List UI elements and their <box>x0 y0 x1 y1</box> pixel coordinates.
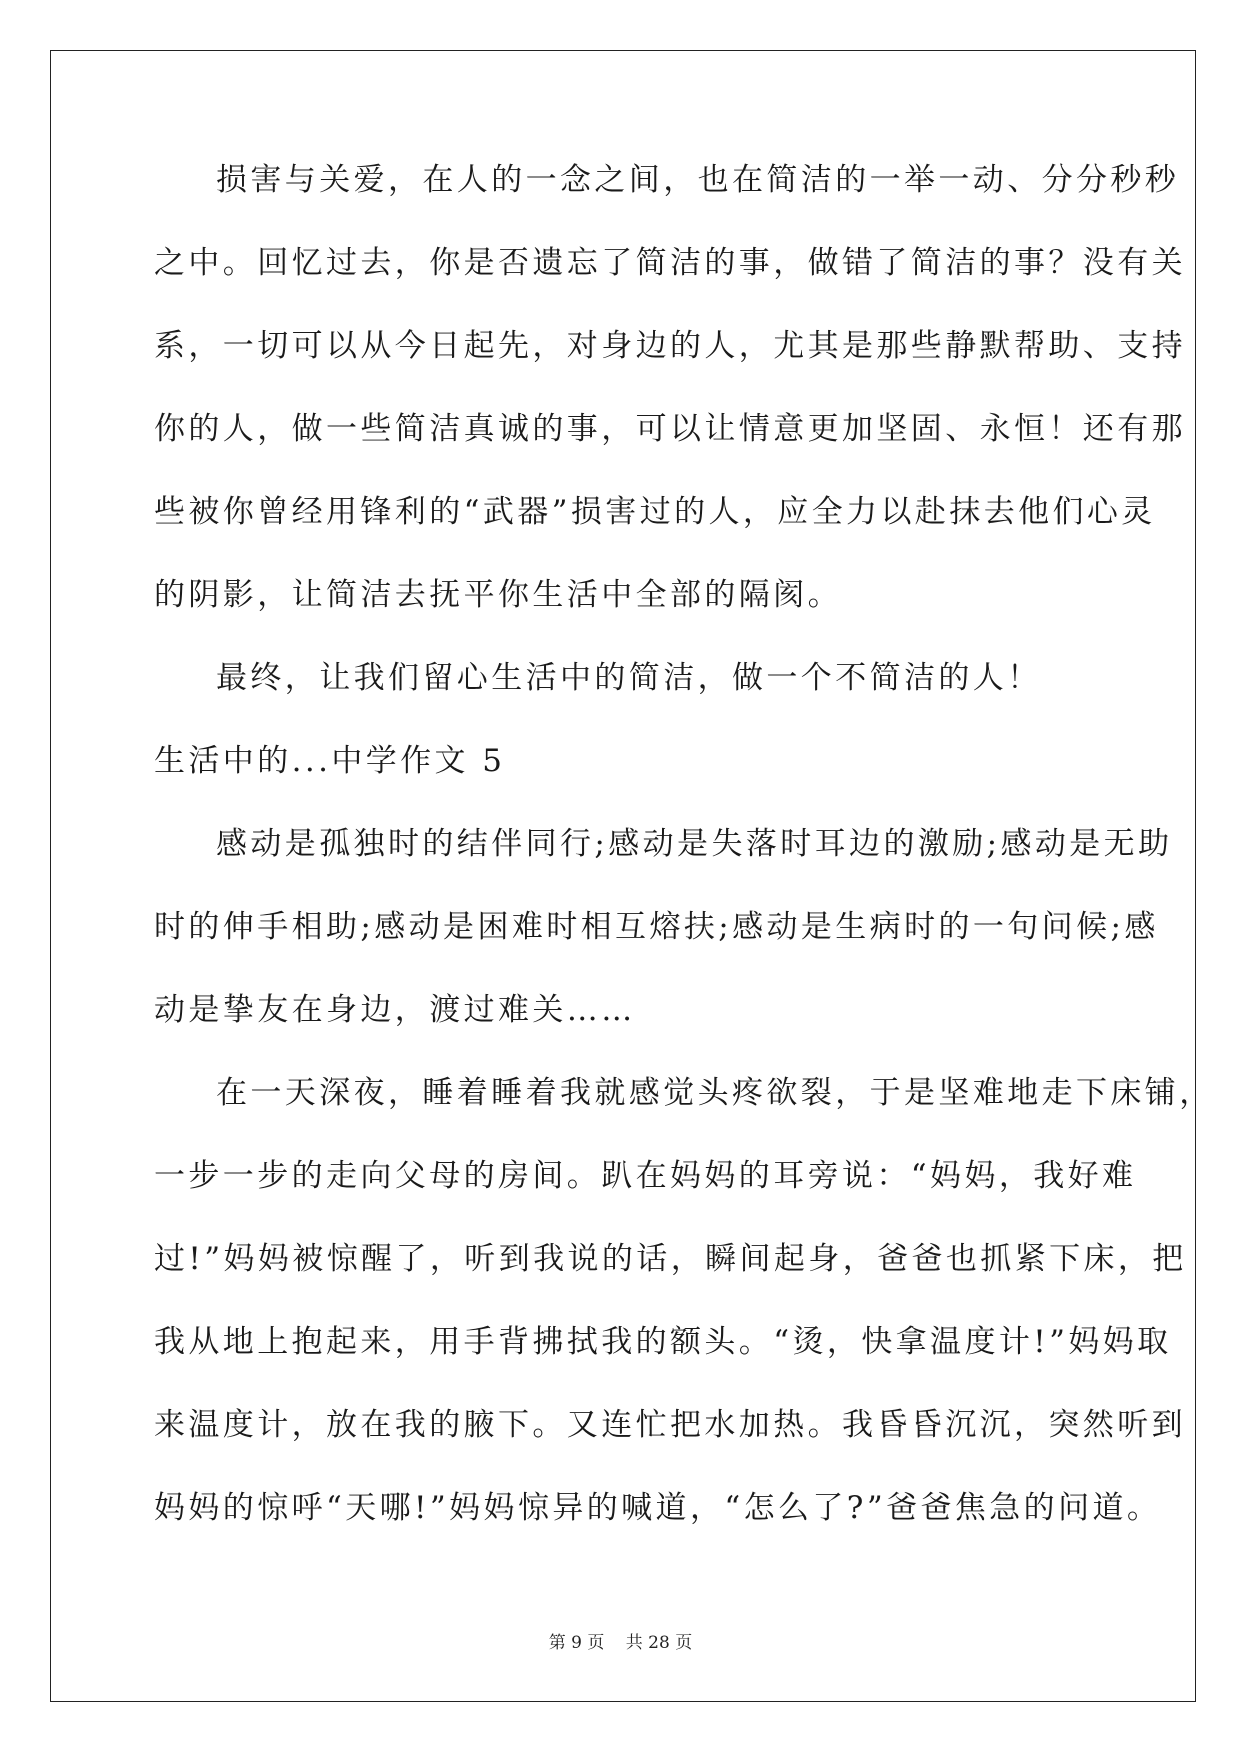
text-line: 之中。回忆过去，你是否遗忘了简洁的事，做错了简洁的事？没有关 <box>154 245 1186 281</box>
page-footer <box>0 1628 1241 1653</box>
text-line: 最终，让我们留心生活中的简洁，做一个不简洁的人！ <box>216 660 1042 696</box>
text-line: 感动是孤独时的结伴同行;感动是失落时耳边的激励;感动是无助 <box>216 826 1173 862</box>
text-line: 妈妈的惊呼“天哪!”妈妈惊异的喊道，“怎么了?”爸爸焦急的问道。 <box>154 1490 1162 1526</box>
text-line: 时的伸手相助;感动是困难时相互熔扶;感动是生病时的一句问候;感 <box>154 909 1159 945</box>
text-line: 我从地上抱起来，用手背拂拭我的额头。“烫，快拿温度计!”妈妈取 <box>154 1324 1172 1360</box>
page-number: 第 9 页 <box>548 1633 605 1653</box>
total-pages: 共 28 页 <box>625 1633 693 1653</box>
text-line: 在一天深夜，睡着睡着我就感觉头疼欲裂，于是坚难地走下床铺， <box>216 1075 1214 1111</box>
text-line: 来温度计，放在我的腋下。又连忙把水加热。我昏昏沉沉，突然听到 <box>154 1407 1186 1443</box>
section-heading: 生活中的...中学作文 5 <box>154 743 506 779</box>
text-line: 损害与关爱，在人的一念之间，也在简洁的一举一动、分分秒秒 <box>216 162 1180 198</box>
text-line: 些被你曾经用锋利的“武器”损害过的人，应全力以赴抹去他们心灵 <box>154 494 1156 530</box>
text-line: 你的人，做一些简洁真诚的事，可以让情意更加坚固、永恒！还有那 <box>154 411 1186 447</box>
text-line: 的阴影，让简洁去抚平你生活中全部的隔阂。 <box>154 577 842 613</box>
text-line: 一步一步的走向父母的房间。趴在妈妈的耳旁说：“妈妈，我好难 <box>154 1158 1137 1194</box>
text-line: 动是挚友在身边，渡过难关…… <box>154 992 636 1028</box>
document-body <box>154 160 1214 1571</box>
text-line: 过!”妈妈被惊醒了，听到我说的话，瞬间起身，爸爸也抓紧下床，把 <box>154 1241 1187 1277</box>
text-line: 系，一切可以从今日起先，对身边的人，尤其是那些静默帮助、支持 <box>154 328 1186 364</box>
